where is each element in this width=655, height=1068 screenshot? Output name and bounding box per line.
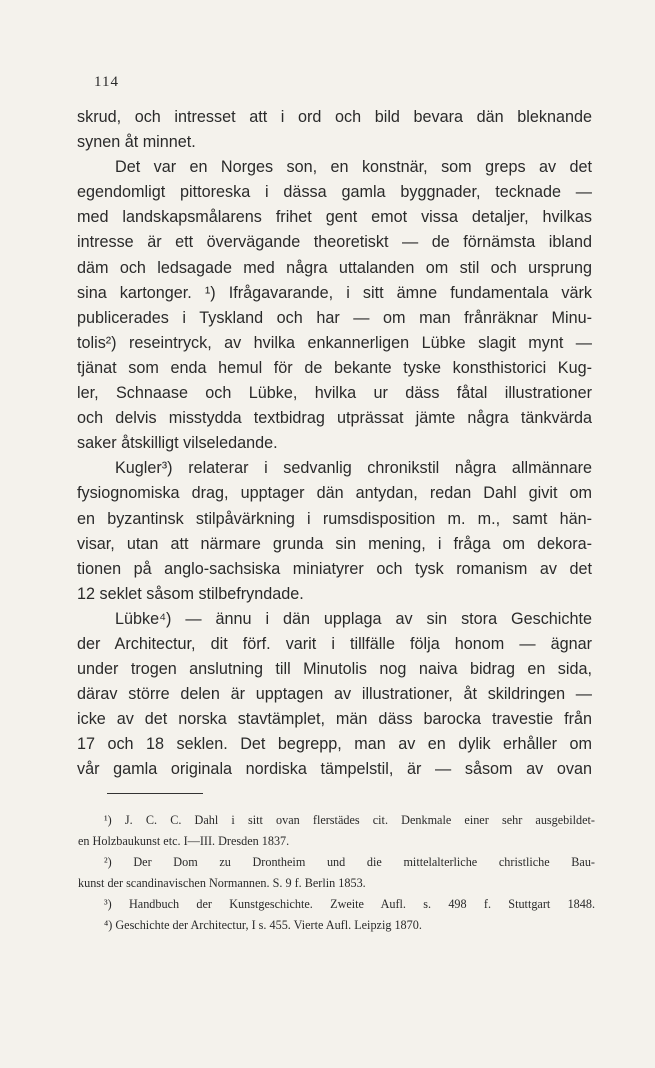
body-line: tjänat som enda hemul för de bekante tyske konsthistorici Kug- bbox=[77, 358, 592, 377]
body-line: skrud, och intresset att i ord och bild bevara dän bleknande bbox=[77, 108, 592, 126]
page-number: 114 bbox=[94, 74, 119, 90]
footnote-line: ¹) J. C. C. Dahl i sitt ovan flerstädes cit. Denkmale einer sehr ausgebildet- bbox=[104, 813, 595, 827]
body-line: fysiognomiska drag, upptager dän antydan, redan Dahl givit om bbox=[77, 484, 592, 503]
body-line: 12 seklet såsom stilbefryndade. bbox=[77, 584, 304, 603]
footnote-rule bbox=[107, 793, 203, 794]
body-line: sina kartonger. ¹) Ifrågavarande, i sitt ämne fundamentala värk bbox=[77, 283, 592, 302]
footnote-line: ³) Handbuch der Kunstgeschichte. Zweite Aufl. s. 498 f. Stuttgart 1848. bbox=[104, 897, 595, 911]
body-line: och delvis misstydda textbidrag utprässat jämte några tänkvärda bbox=[77, 409, 592, 428]
footnote-line: kunst der scandinavischen Normannen. S. 9 f. Berlin 1853. bbox=[78, 876, 366, 890]
footnote-line: en Holzbaukunst etc. I—III. Dresden 1837. bbox=[78, 834, 290, 848]
body-text bbox=[77, 105, 592, 783]
footnote-line: ⁴) Geschichte der Architectur, I s. 455. Vierte Aufl. Leipzig 1870. bbox=[104, 918, 422, 932]
body-line: 17 och 18 seklen. Det begrepp, man av en dylik erhåller om bbox=[77, 735, 592, 754]
body-line: Lübke⁴) — ännu i dän upplaga av sin stora Geschichte bbox=[115, 609, 592, 628]
body-line: saker åtskilligt vilseledande. bbox=[77, 434, 278, 453]
body-line: däm och ledsagade med några uttalanden om stil och ursprung bbox=[77, 258, 592, 277]
body-line: ler, Schnaase och Lübke, hvilka ur däss fåtal illustrationer bbox=[77, 384, 592, 403]
footnote-line: ²) Der Dom zu Drontheim und die mittelalterliche christliche Bau- bbox=[104, 855, 595, 869]
body-line: intresse är ett övervägande theoretiskt — de förnämsta ibland bbox=[77, 233, 592, 252]
body-line: icke av det norska stavtämplet, män däss barocka travestie från bbox=[77, 710, 592, 729]
body-line: publicerades i Tyskland och har — om man frånräknar Minu- bbox=[77, 308, 592, 327]
body-line: egendomligt pittoreska i dässa gamla byggnader, tecknade — bbox=[77, 183, 592, 202]
body-line: tolis²) reseintryck, av hvilka enkannerligen Lübke slagit mynt — bbox=[77, 333, 592, 352]
body-line: under trogen anslutning till Minutolis nog naiva bidrag en sida, bbox=[77, 660, 592, 679]
body-line: tionen på anglo-sachsiska miniatyrer och tysk romanism av det bbox=[77, 559, 592, 578]
body-line: synen åt minnet. bbox=[77, 133, 196, 152]
body-line: visar, utan att närmare grunda sin mening, i fråga om dekora- bbox=[77, 534, 592, 553]
body-line: Kugler³) relaterar i sedvanlig chronikstil några allmännare bbox=[115, 459, 592, 478]
body-line: der Architectur, dit förf. varit i tillfälle följa honom — ägnar bbox=[77, 634, 592, 653]
body-line: med landskapsmålarens frihet gent emot vissa detaljer, hvilkas bbox=[77, 208, 592, 227]
body-line: en byzantinsk stilpåvärkning i rumsdisposition m. m., samt hän- bbox=[77, 509, 592, 528]
body-line: vår gamla originala nordiska tämpelstil, är — såsom av ovan bbox=[77, 760, 592, 779]
body-line: Det var en Norges son, en konstnär, som greps av det bbox=[115, 158, 592, 177]
body-line: därav större delen är upptagen av illustrationer, åt skildringen — bbox=[77, 685, 592, 704]
footnotes bbox=[78, 810, 595, 936]
